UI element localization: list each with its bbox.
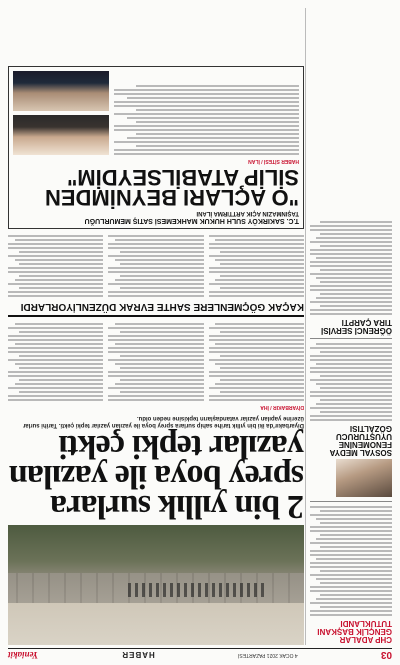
notice-headline: "O AÇLARI BEYNİMDEN SİLİP ATABİLSEYDİM" bbox=[44, 165, 299, 210]
divider bbox=[310, 501, 392, 502]
left-story-2-headline: SOSYAL MEDYA FENOMENİNE UYUŞTURUCU GÖZALTISI bbox=[329, 424, 392, 457]
left-story-2-photo bbox=[336, 459, 392, 497]
main-body bbox=[8, 323, 304, 401]
left-story-2-body bbox=[310, 343, 392, 421]
divider bbox=[310, 338, 392, 339]
left-story-1-body bbox=[310, 506, 392, 616]
newspaper-logo: Yeniakit bbox=[8, 650, 39, 660]
left-story-3-body bbox=[310, 221, 392, 315]
notice-subkicker: TAŞINMAZIN AÇIK ARTTIRMA İLANI bbox=[196, 210, 299, 216]
page-header bbox=[8, 648, 392, 661]
notice-box bbox=[8, 66, 304, 229]
main-byline: DİYARBAKIR / İHA bbox=[260, 404, 304, 410]
section-name: HABER bbox=[121, 650, 155, 660]
left-story-3-headline: ÖĞRENCİ SERVİSİ TIRA ÇARPTI bbox=[321, 318, 392, 335]
notice-kicker: T.C. SAKIRKÖY SULH HUKUK MAHKEMESİ SATIŞ MEMURLUĞU bbox=[84, 217, 299, 224]
notice-body bbox=[114, 71, 299, 155]
divider bbox=[8, 315, 304, 317]
notice-credit: HABER SİTESİ / İLAN bbox=[248, 158, 299, 164]
portrait-photo bbox=[13, 115, 109, 155]
main-deck: Diyarbakır'da iki bin yıllık tarihe sahip surlara sprey boya ile yazılan yazılar tepki çekti. Tarihi surlar üzerine yapılan yazılar vatandaşların tepkisine neden oldu. bbox=[22, 415, 304, 428]
left-column bbox=[305, 8, 392, 645]
issue-date: 4 OCAK 2021 PAZARTESİ bbox=[238, 652, 298, 658]
secondary-body bbox=[8, 235, 304, 297]
left-story-1-headline: CHP ADALAR GENÇLİK BAŞKANI TUTUKLANDI bbox=[317, 619, 392, 644]
portrait-photo bbox=[13, 71, 109, 111]
notice-photos bbox=[13, 71, 109, 155]
main-column bbox=[8, 8, 304, 645]
main-headline: 2 bin yıllık surlara sprey boya ile yazılan yazılar tepki çekti bbox=[9, 428, 304, 525]
city-walls-photo bbox=[8, 525, 304, 645]
secondary-headline: KAÇAK GÖÇMENLERE SAHTE EVRAK DÜZENLİYORLARDI bbox=[20, 301, 304, 312]
page-number: 03 bbox=[380, 649, 392, 661]
